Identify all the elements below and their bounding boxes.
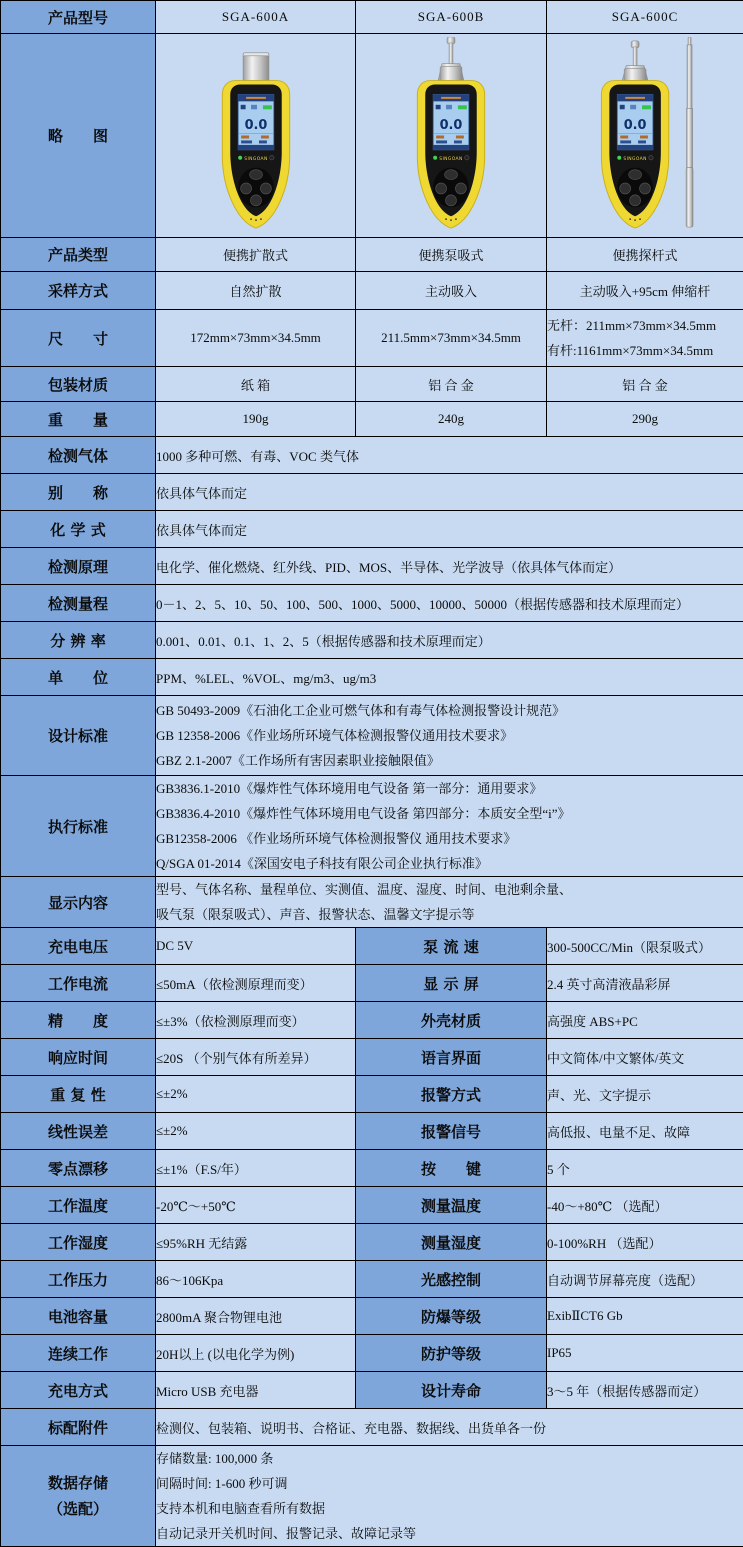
- spec-label: 报警信号: [356, 1113, 547, 1150]
- spec-value: 铝 合 金: [356, 367, 547, 402]
- table-row: [1, 1076, 743, 1113]
- spec-value: 自然扩散: [156, 272, 356, 310]
- spec-value: 0.001、0.01、0.1、1、2、5（根据传感器和技术原理而定）: [156, 622, 743, 659]
- table-row: [1, 238, 743, 272]
- spec-value: 便携泵吸式: [356, 238, 547, 272]
- spec-label: 设计标准: [1, 696, 156, 776]
- spec-label: 连续工作: [1, 1335, 156, 1372]
- spec-label: 分 辨 率: [1, 622, 156, 659]
- spec-label: 测量湿度: [356, 1224, 547, 1261]
- table-row: [1, 965, 743, 1002]
- spec-label: 重 量: [1, 402, 156, 437]
- table-row: [1, 1224, 743, 1261]
- spec-label: 包装材质: [1, 367, 156, 402]
- spec-label: 工作温度: [1, 1187, 156, 1224]
- lcd-screen: [617, 94, 653, 149]
- table-row: [1, 402, 743, 437]
- spec-label: 尺 寸: [1, 310, 156, 367]
- spec-label: 采样方式: [1, 272, 156, 310]
- battery-icon: [642, 105, 651, 109]
- spec-value: ExibⅡCT6 Gb: [547, 1298, 743, 1335]
- table-row: [1, 585, 743, 622]
- spec-value: ≤±2%: [156, 1076, 356, 1113]
- spec-value: 主动吸入+95cm 伸缩杆: [547, 272, 743, 310]
- spec-value: 3～5 年（根据传感器而定）: [547, 1372, 743, 1409]
- spec-value: 5 个: [547, 1150, 743, 1187]
- spec-value: 无杆：211mm×73mm×34.5mm 有杆:1161mm×73mm×34.5mm: [547, 310, 743, 367]
- lcd-screen: [433, 94, 469, 149]
- spec-value: PPM、%LEL、%VOL、mg/m3、ug/m3: [156, 659, 743, 696]
- spec-value: 依具体气体而定: [156, 474, 743, 511]
- table-row: [1, 1335, 743, 1372]
- spec-value: 存储数量: 100,000 条 间隔时间: 1-600 秒可调 支持本机和电脑查看所有数据 自动记录开关机时间、报警记录、故障记录等: [156, 1446, 743, 1547]
- spec-value: 中文简体/中文繁体/英文: [547, 1039, 743, 1076]
- spec-label: 工作压力: [1, 1261, 156, 1298]
- spec-value: 自动调节屏幕亮度（选配）: [547, 1261, 743, 1298]
- table-row: [1, 367, 743, 402]
- spec-value: 172mm×73mm×34.5mm: [156, 310, 356, 367]
- spec-value: 主动吸入: [356, 272, 547, 310]
- pump-probe: [438, 37, 464, 81]
- spec-value: GB 50493-2009《石油化工企业可燃气体和有毒气体检测报警设计规范》 GB 12358-2006《作业场所环境气体检测报警仪通用技术要求》 GBZ 2.1-2007《工作场所有害因素职业接触限值》: [156, 696, 743, 776]
- brand-label: SINGOAN: [439, 156, 462, 162]
- spec-value: 声、光、文字提示: [547, 1076, 743, 1113]
- screen-reading: 0.0: [244, 118, 267, 133]
- device-image-sga600c-probe-rod: [570, 37, 720, 235]
- spec-label: 防护等级: [356, 1335, 547, 1372]
- spec-label: 标配附件: [1, 1409, 156, 1446]
- spec-value: ≤50mA（依检测原理而变）: [156, 965, 356, 1002]
- table-row: [1, 1298, 743, 1335]
- table-row: [1, 511, 743, 548]
- table-row: [1, 272, 743, 310]
- brand-label: SINGOAN: [244, 156, 267, 162]
- spec-value: 纸 箱: [156, 367, 356, 402]
- status-led: [617, 155, 621, 159]
- table-row: [1, 877, 743, 928]
- spec-value: 190g: [156, 402, 356, 437]
- screen-reading: 0.0: [440, 118, 463, 133]
- table-row: [1, 1372, 743, 1409]
- spec-label: 语言界面: [356, 1039, 547, 1076]
- spec-value: ≤±3%（依检测原理而变）: [156, 1002, 356, 1039]
- spec-value: ≤±1%（F.S/年）: [156, 1150, 356, 1187]
- telescopic-rod: [686, 37, 693, 227]
- spec-label: 零点漂移: [1, 1150, 156, 1187]
- spec-value: -40～+80℃ （选配）: [547, 1187, 743, 1224]
- device-cell-sga600b: [356, 34, 547, 238]
- row-label-sketch: 略 图: [1, 34, 156, 238]
- spec-value: 高低报、电量不足、故障: [547, 1113, 743, 1150]
- power-button: [465, 155, 469, 159]
- spec-label: 检测气体: [1, 437, 156, 474]
- power-button: [269, 155, 273, 159]
- spec-value: ≤20S （个别气体有所差异）: [156, 1039, 356, 1076]
- table-row: [1, 474, 743, 511]
- spec-label: 设计寿命: [356, 1372, 547, 1409]
- table-row: [1, 1039, 743, 1076]
- table-row: [1, 310, 743, 367]
- device-cell-sga600c: [547, 34, 743, 238]
- spec-label: 防爆等级: [356, 1298, 547, 1335]
- spec-value: 0-100%RH （选配）: [547, 1224, 743, 1261]
- spec-label: 执行标准: [1, 776, 156, 877]
- spec-label: 显 示 屏: [356, 965, 547, 1002]
- spec-label: 单 位: [1, 659, 156, 696]
- spec-label: 数据存储 （选配）: [1, 1446, 156, 1547]
- table-row: [1, 1002, 743, 1039]
- spec-label: 充电电压: [1, 928, 156, 965]
- spec-value: GB3836.1-2010《爆炸性气体环境用电气设备 第一部分：通用要求》 GB3836.4-2010《爆炸性气体环境用电气设备 第四部分：本质安全型“i”》 GB12358-2006 《作业场所环境气体检测报警仪 通用技术要求》 Q/SGA 01-2014《深国安电子科技有限公司企业执行标准》: [156, 776, 743, 877]
- spec-value: ≤±2%: [156, 1113, 356, 1150]
- spec-label: 检测量程: [1, 585, 156, 622]
- table-row: [1, 548, 743, 585]
- spec-value: 电化学、催化燃烧、红外线、PID、MOS、半导体、光学波导（依具体气体而定）: [156, 548, 743, 585]
- model-name-sga600b: SGA-600B: [356, 1, 547, 34]
- spec-value: ≤95%RH 无结露: [156, 1224, 356, 1261]
- pump-probe: [622, 40, 648, 80]
- spec-label: 化 学 式: [1, 511, 156, 548]
- battery-icon: [458, 105, 467, 109]
- table-row: [1, 1409, 743, 1446]
- spec-value: 1000 多种可燃、有毒、VOC 类气体: [156, 437, 743, 474]
- spec-value: 211.5mm×73mm×34.5mm: [356, 310, 547, 367]
- table-row: [1, 928, 743, 965]
- screen-reading: 0.0: [624, 118, 647, 133]
- table-row: [1, 1113, 743, 1150]
- spec-value: -20℃～+50℃: [156, 1187, 356, 1224]
- table-row: [1, 776, 743, 877]
- lcd-screen: [238, 94, 274, 149]
- table-row: [1, 659, 743, 696]
- table-row-model: [1, 1, 743, 34]
- device-image-sga600b-pump: [376, 37, 526, 235]
- nav-buttons: [617, 167, 653, 207]
- table-row: [1, 696, 743, 776]
- spec-value: 依具体气体而定: [156, 511, 743, 548]
- model-name-sga600a: SGA-600A: [156, 1, 356, 34]
- spec-value: 铝 合 金: [547, 367, 743, 402]
- spec-value: 便携探杆式: [547, 238, 743, 272]
- nav-buttons: [433, 167, 469, 207]
- spec-label: 电池容量: [1, 1298, 156, 1335]
- spec-label: 重 复 性: [1, 1076, 156, 1113]
- power-button: [649, 155, 653, 159]
- status-led: [433, 155, 437, 159]
- spec-label: 外壳材质: [356, 1002, 547, 1039]
- spec-value: 2.4 英寸高清液晶彩屏: [547, 965, 743, 1002]
- device-image-sga600a-diffusion: [181, 37, 331, 235]
- spec-label: 测量温度: [356, 1187, 547, 1224]
- spec-label: 工作电流: [1, 965, 156, 1002]
- table-row: [1, 1261, 743, 1298]
- battery-icon: [262, 105, 271, 109]
- spec-label: 响应时间: [1, 1039, 156, 1076]
- fan-icon: [251, 104, 257, 108]
- spec-value: 290g: [547, 402, 743, 437]
- table-row: [1, 437, 743, 474]
- model-name-sga600c: SGA-600C: [547, 1, 743, 34]
- speaker-icon: [240, 104, 245, 108]
- spec-value: 0－1、2、5、10、50、100、500、1000、5000、10000、50000（根据传感器和技术原理而定）: [156, 585, 743, 622]
- spec-label: 产品类型: [1, 238, 156, 272]
- spec-label: 显示内容: [1, 877, 156, 928]
- spec-label: 线性误差: [1, 1113, 156, 1150]
- spec-value: DC 5V: [156, 928, 356, 965]
- spec-label: 检测原理: [1, 548, 156, 585]
- spec-label: 光感控制: [356, 1261, 547, 1298]
- table-row-sketch: [1, 34, 743, 238]
- spec-label: 别 称: [1, 474, 156, 511]
- spec-label: 充电方式: [1, 1372, 156, 1409]
- table-row: [1, 1187, 743, 1224]
- spec-label: 工作湿度: [1, 1224, 156, 1261]
- spec-value: 2800mA 聚合物锂电池: [156, 1298, 356, 1335]
- brand-label: SINGOAN: [623, 156, 646, 162]
- spec-value: IP65: [547, 1335, 743, 1372]
- nav-buttons: [238, 167, 274, 207]
- sensor-cap: [243, 52, 269, 80]
- table-row: [1, 622, 743, 659]
- spec-value: 86～106Kpa: [156, 1261, 356, 1298]
- spec-label: 精 度: [1, 1002, 156, 1039]
- spec-value: 20H以上 (以电化学为例): [156, 1335, 356, 1372]
- spec-value: Micro USB 充电器: [156, 1372, 356, 1409]
- device-cell-sga600a: [156, 34, 356, 238]
- status-led: [238, 155, 242, 159]
- table-row: [1, 1446, 743, 1547]
- spec-value: 240g: [356, 402, 547, 437]
- spec-label: 泵 流 速: [356, 928, 547, 965]
- spec-label: 按 键: [356, 1150, 547, 1187]
- spec-value: 便携扩散式: [156, 238, 356, 272]
- row-label-product-model: 产品型号: [1, 1, 156, 34]
- spec-value: 型号、气体名称、量程单位、实测值、温度、湿度、时间、电池剩余量、 吸气泵（限泵吸式）、声音、报警状态、温馨文字提示等: [156, 877, 743, 928]
- spec-value: 300-500CC/Min（限泵吸式）: [547, 928, 743, 965]
- spec-label: 报警方式: [356, 1076, 547, 1113]
- spec-value: 检测仪、包装箱、说明书、合格证、充电器、数据线、出货单各一份: [156, 1409, 743, 1446]
- spec-value: 高强度 ABS+PC: [547, 1002, 743, 1039]
- table-row: [1, 1150, 743, 1187]
